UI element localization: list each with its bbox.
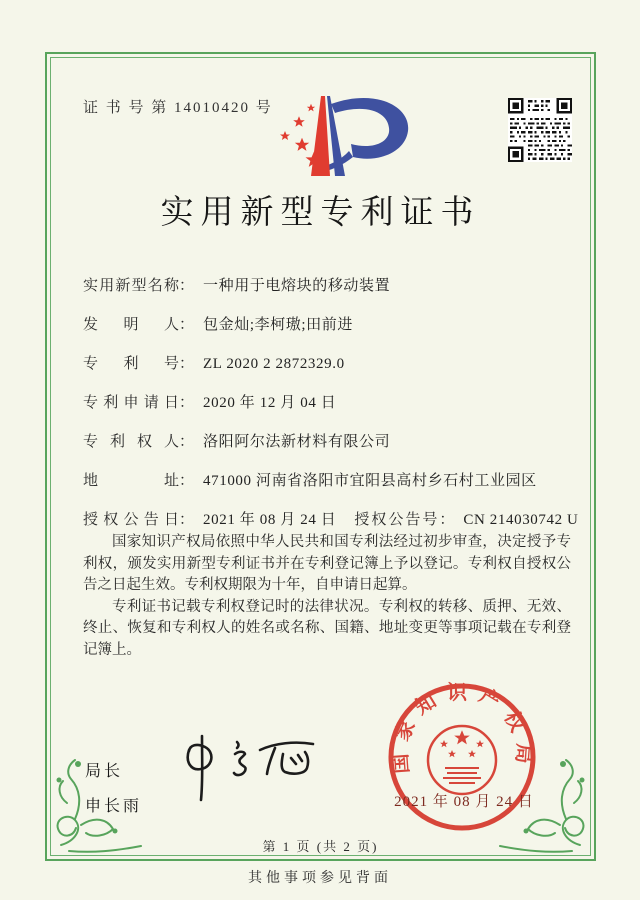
field-value: 2021 年 08 月 24 日: [203, 512, 337, 528]
qr-code: [508, 98, 572, 162]
field-value: ZL 2020 2 2872329.0: [203, 356, 345, 372]
field-label: 专利申请日: [83, 395, 179, 411]
field-row-inventors: [83, 313, 569, 337]
certificate-fields: [83, 274, 579, 547]
back-note: 其他事项参见背面: [248, 871, 392, 886]
field-colon: ：: [179, 278, 195, 294]
field-label: 地址: [83, 473, 179, 489]
field-colon: ：: [179, 473, 195, 489]
field-value: 一种用于电熔块的移动装置: [203, 278, 391, 294]
page-number: 第 1 页 (共 2 页): [262, 839, 379, 854]
legal-paragraph-1: 国家知识产权局依照中华人民共和国专利法经过初步审查，决定授予专利权，颁发实用新型专利证书并在专利登记簿上予以登记。专利权自授权公告之日起生效。专利权期限为十年，自申请日起算。: [83, 534, 571, 593]
field-row-patent-number: [83, 352, 569, 376]
field-pair-grant-number: [354, 508, 578, 532]
certificate-number: 证 书 号 第 14010420 号: [83, 100, 273, 116]
field-row-address: [83, 469, 569, 493]
legal-text: [83, 532, 571, 661]
field-value: 洛阳阿尔法新材料有限公司: [203, 434, 391, 450]
certificate-border-frame: [45, 52, 596, 861]
field-colon: ：: [179, 434, 195, 450]
field-colon: ：: [179, 395, 195, 411]
field-value: 包金灿;李柯璈;田前进: [203, 317, 353, 333]
field-label: 实用新型名称: [83, 278, 179, 294]
field-label: 发明人: [83, 317, 179, 333]
director-name: 申长雨: [85, 798, 143, 815]
seal-date: 2021 年 08 月 24 日: [394, 794, 534, 810]
field-label: 专利权人: [83, 434, 179, 450]
field-row-patentee: [83, 430, 569, 454]
field-colon: ：: [179, 356, 195, 372]
director-signature: [147, 722, 367, 837]
cnipa-logo-icon: [269, 90, 429, 184]
seal-agency-name: 国家知识产权局: [389, 682, 535, 775]
field-value: CN 214030742 U: [463, 512, 579, 528]
certificate-title: 实用新型专利证书: [160, 195, 481, 231]
svg-text:国家知识产权局: [388, 681, 536, 774]
field-row-filing-date: [83, 391, 569, 415]
field-label: 授权公告日: [83, 512, 179, 528]
field-colon: ：: [179, 512, 195, 528]
field-label: 专利号: [83, 356, 179, 372]
field-value: 2020 年 12 月 04 日: [203, 395, 337, 411]
field-row-name: [83, 274, 569, 298]
director-block: [85, 754, 142, 824]
director-title: 局长: [85, 763, 124, 780]
field-row-grant: [83, 508, 579, 532]
legal-paragraph-2: 专利证书记载专利权登记时的法律状况。专利权的转移、质押、无效、终止、恢复和专利权人的姓名或名称、国籍、地址变更等事项记载在专利登记簿上。: [83, 598, 571, 658]
field-label: 授权公告号: [354, 512, 440, 528]
field-colon: ：: [179, 317, 195, 333]
field-colon: ：: [439, 512, 455, 528]
field-value: 471000 河南省洛阳市宜阳县高村乡石村工业园区: [203, 473, 537, 489]
